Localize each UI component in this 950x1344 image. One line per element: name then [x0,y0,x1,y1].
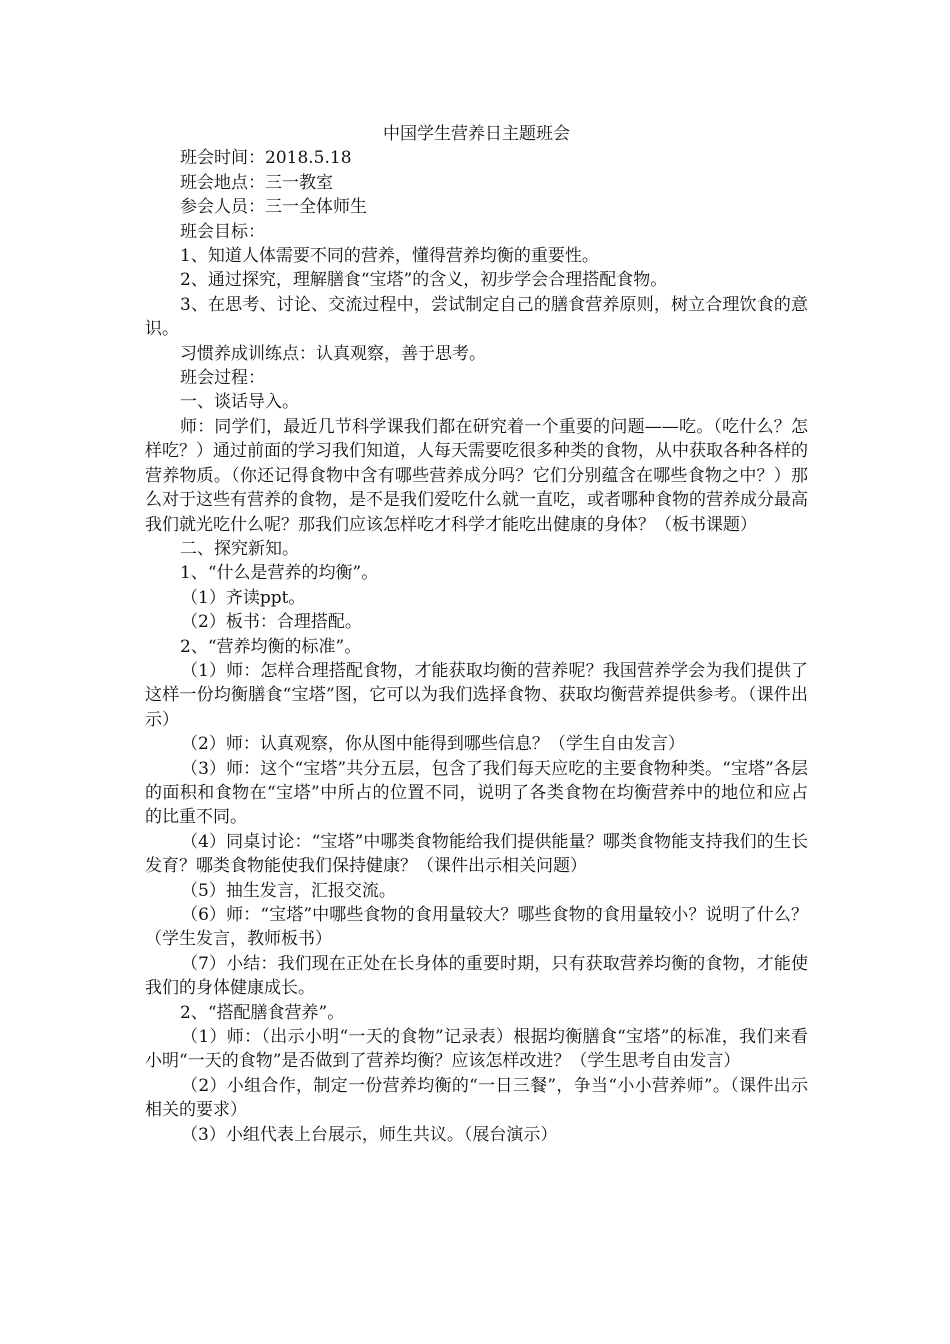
subsection-2-heading: 2、“营养均衡的标准”。 [180,636,362,657]
meeting-attendees: 参会人员：三一全体师生 [180,197,367,218]
step-board: （2）板书：合理搭配。 [181,612,362,633]
step-2-2: （2）师：认真观察，你从图中能得到哪些信息？（学生自由发言） [181,734,685,755]
process-heading: 班会过程： [180,368,265,389]
step-2-3: （3）师：这个“宝塔”共分五层，包含了我们每天应吃的主要食物种类。“宝塔”各层的面积和食物在“宝塔”中所占的位置不同，说明了各类食物在均衡营养中的地位和应占的比重不同。 [145,758,808,828]
step-3-1: （1）师：（出示小明“一天的食物”记录表）根据均衡膳食“宝塔”的标准，我们来看小明“一天的食物”是否做到了营养均衡？应该怎样改进？（学生思考自由发言） [145,1027,808,1072]
meeting-goals-heading: 班会目标： [180,221,265,242]
goal-1: 1、知道人体需要不同的营养，懂得营养均衡的重要性。 [180,246,599,267]
document-title: 中国学生营养日主题班会 [383,124,570,144]
step-2-1: （1）师：怎样合理搭配食物，才能获取均衡的营养呢？我国营养学会为我们提供了这样一份均衡膳食“宝塔”图，它可以为我们选择食物、获取均衡营养提供参考。（课件出示） [145,660,808,730]
subsection-3-heading: 2、“搭配膳食营养”。 [180,1002,345,1023]
step-2-7: （7）小结：我们现在正处在长身体的重要时期，只有获取营养均衡的食物，才能使我们的身体健康成长。 [145,953,808,999]
step-2-5: （5）抽生发言，汇报交流。 [181,880,396,901]
goal-2: 2、通过探究，理解膳食“宝塔”的含义，初步学会合理搭配食物。 [180,270,668,291]
step-2-6: （6）师：“宝塔”中哪些食物的食用量较大？哪些食物的食用量较小？说明了什么？（学生发言，教师板书） [145,905,808,950]
intro-paragraph: 师：同学们，最近几节科学课我们都在研究着一个重要的问题——吃。（吃什么？怎样吃？）通过前面的学习我们知道，人每天需要吃很多种类的食物，从中获取各种各样的营养物质。（你还记得食物中含有哪些营养成分吗？它们分别蕴含在哪些食物之中？）那么对于这些有营养的食物，是不是我们爱吃什么就一直吃，或者哪种食物的营养成分最高我们就光吃什么呢？那我们应该怎样吃才科学才能吃出健康的身体？（板书课题） [145,416,808,535]
step-3-3: （3）小组代表上台展示，师生共议。（展台演示） [181,1124,558,1145]
document-body [145,122,808,1147]
step-3-2: （2）小组合作，制定一份营养均衡的“一日三餐”，争当“小小营养师”。（课件出示相关的要求） [145,1075,808,1121]
section-1-heading: 一、谈话导入。 [180,392,299,413]
meeting-location: 班会地点：三一教室 [180,172,333,193]
subsection-1-heading: 1、“什么是营养的均衡”。 [180,563,379,584]
meeting-time: 班会时间：2018.5.18 [180,148,352,169]
section-2-heading: 二、探究新知。 [180,538,299,559]
step-read-ppt: （1）齐读ppt。 [181,587,306,608]
goal-3: 3、在思考、讨论、交流过程中，尝试制定自己的膳食营养原则，树立合理饮食的意识。 [145,294,808,340]
step-2-4: （4）同桌讨论：“宝塔”中哪类食物能给我们提供能量？哪类食物能支持我们的生长发育？哪类食物能使我们保持健康？（课件出示相关问题） [145,831,808,877]
habit-training: 习惯养成训练点：认真观察，善于思考。 [180,343,486,364]
